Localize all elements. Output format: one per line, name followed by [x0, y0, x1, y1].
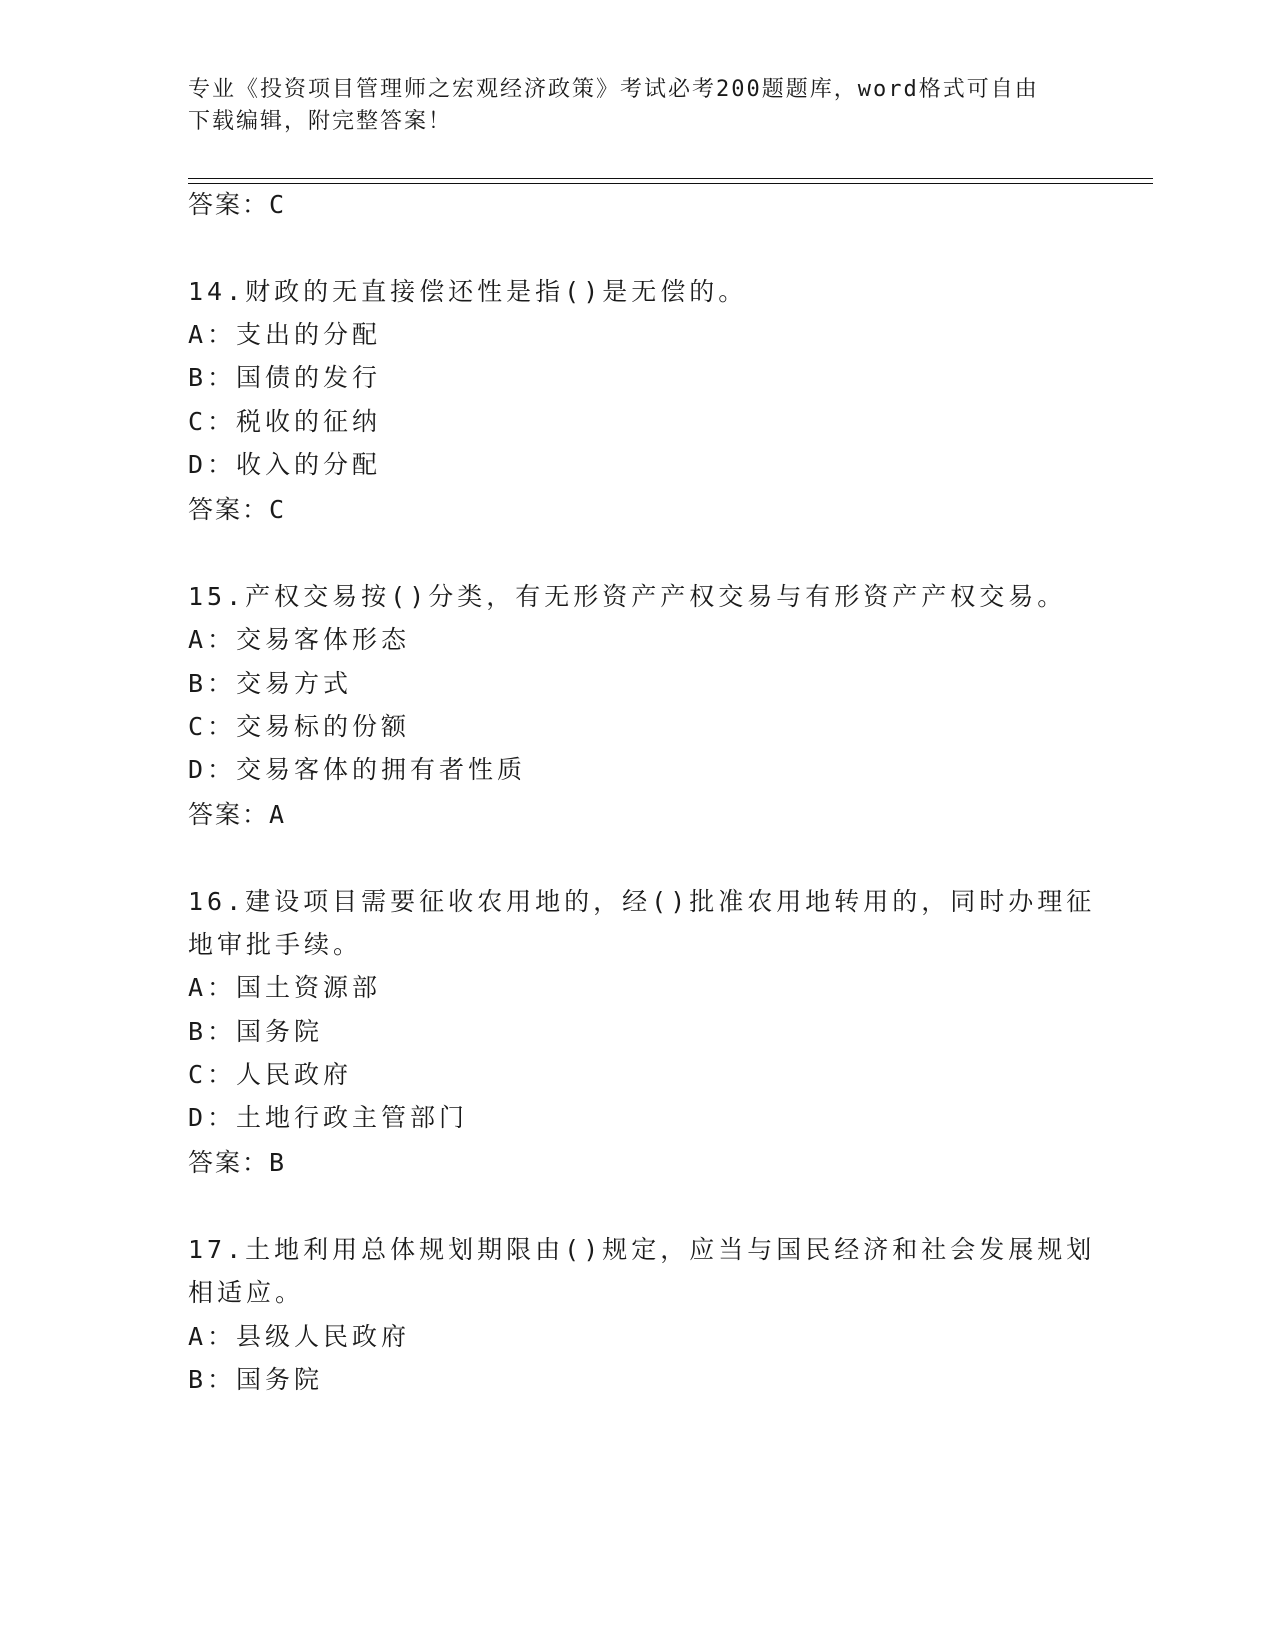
question-16-option-d: D：土地行政主管部门	[188, 1103, 469, 1132]
question-16-stem-line-2: 地审批手续。	[188, 930, 363, 959]
header-rule-bottom	[188, 183, 1153, 184]
question-14-stem: 14.财政的无直接偿还性是指()是无偿的。	[188, 277, 748, 306]
prev-answer: 答案：C	[188, 190, 287, 219]
question-15-stem: 15.产权交易按()分类，有无形资产产权交易与有形资产产权交易。	[188, 582, 1067, 611]
question-15-option-a: A：交易客体形态	[188, 625, 411, 654]
header-line-1: 专业《投资项目管理师之宏观经济政策》考试必考200题题库，word格式可自由	[188, 77, 1039, 102]
question-14-answer: 答案：C	[188, 495, 287, 524]
question-16-answer: 答案：B	[188, 1148, 287, 1177]
question-16-option-b: B：国务院	[188, 1017, 324, 1046]
question-17-option-a: A：县级人民政府	[188, 1322, 411, 1351]
question-14-option-d: D：收入的分配	[188, 450, 382, 479]
question-15-option-c: C：交易标的份额	[188, 712, 411, 741]
question-17-option-b: B：国务院	[188, 1365, 324, 1394]
question-15-answer: 答案：A	[188, 800, 287, 829]
question-15-option-b: B：交易方式	[188, 669, 353, 698]
question-16-option-c: C：人民政府	[188, 1060, 353, 1089]
document-header	[188, 74, 1068, 138]
header-rule-top	[188, 178, 1153, 179]
question-14-option-c: C：税收的征纳	[188, 407, 382, 436]
question-16-stem-line-1: 16.建设项目需要征收农用地的，经()批准农用地转用的，同时办理征	[188, 887, 1096, 916]
question-17-stem-line-2: 相适应。	[188, 1278, 305, 1307]
question-14-option-b: B：国债的发行	[188, 363, 382, 392]
question-16-option-a: A：国土资源部	[188, 973, 382, 1002]
header-line-2: 下载编辑，附完整答案！	[188, 109, 453, 134]
question-15-option-d: D：交易客体的拥有者性质	[188, 755, 527, 784]
question-14-option-a: A：支出的分配	[188, 320, 382, 349]
question-17-stem-line-1: 17.土地利用总体规划期限由()规定，应当与国民经济和社会发展规划	[188, 1235, 1096, 1264]
